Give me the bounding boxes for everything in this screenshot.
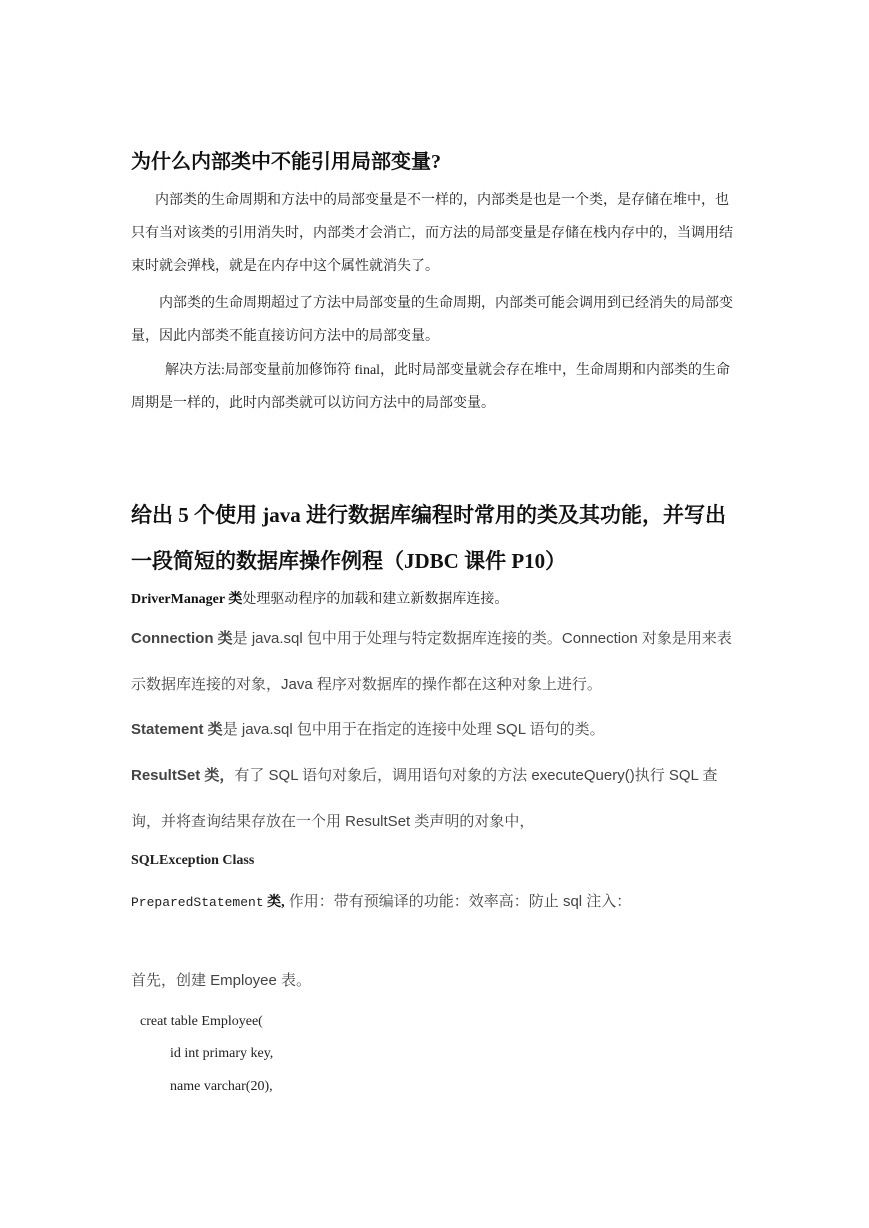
sqlexception-line: SQLException Class bbox=[131, 853, 255, 868]
driver-manager-line bbox=[131, 588, 741, 612]
statement-term: Statement 类 bbox=[131, 721, 223, 738]
statement-line bbox=[131, 707, 741, 753]
prepared-statement-suffix: 类, bbox=[263, 895, 285, 910]
section1-paragraph-2: 内部类的生命周期超过了方法中局部变量的生命周期，内部类可能会调用到已经消失的局部变量，因此内部类不能直接访问方法中的局部变量。 bbox=[131, 296, 733, 344]
section2-title: 给出 5 个使用 java 进行数据库编程时常用的类及其功能，并写出一段简短的数据库操作例程（JDBC 课件 P10） bbox=[131, 503, 726, 573]
code-line-3: name varchar(20), bbox=[170, 1079, 273, 1094]
connection-desc: 是 java.sql 包中用于处理与特定数据库连接的类。Connection 对象是用来表示数据库连接的对象，Java 程序对数据库的操作都在这种对象上进行。 bbox=[131, 630, 732, 693]
statement-desc: 是 java.sql 包中用于在指定的连接中处理 SQL 语句的类。 bbox=[222, 721, 605, 738]
driver-manager-term: DriverManager 类 bbox=[131, 592, 243, 607]
resultset-desc: 有了 SQL 语句对象后，调用语句对象的方法 executeQuery()执行 SQL 查询，并将查询结果存放在一个用 ResultSet 类声明的对象中， bbox=[131, 767, 718, 830]
resultset-term: ResultSet 类， bbox=[131, 767, 235, 784]
code-line-1: creat table Employee( bbox=[140, 1014, 263, 1029]
resultset-line bbox=[131, 753, 741, 845]
section1-title: 为什么内部类中不能引用局部变量? bbox=[131, 151, 441, 173]
code-line-2: id int primary key, bbox=[170, 1046, 274, 1061]
driver-manager-desc: 处理驱动程序的加载和建立新数据库连接。 bbox=[242, 592, 509, 607]
prepared-statement-desc: 作用：带有预编译的功能：效率高：防止 sql 注入： bbox=[284, 893, 632, 910]
connection-term: Connection 类 bbox=[131, 630, 233, 647]
intro-line: 首先，创建 Employee 表。 bbox=[131, 972, 312, 989]
section1-paragraph-1: 内部类的生命周期和方法中的局部变量是不一样的，内部类是也是一个类，是存储在堆中，也只有当对该类的引用消失时，内部类才会消亡，而方法的局部变量是存储在栈内存中的，当调用结束时就会弹栈，就是在内存中这个属性就消失了。 bbox=[131, 193, 733, 274]
prepared-statement-line bbox=[131, 888, 741, 917]
section1-paragraph-3: 解决方法:局部变量前加修饰符 final，此时局部变量就会存在堆中，生命周期和内部类的生命周期是一样的，此时内部类就可以访问方法中的局部变量。 bbox=[131, 363, 731, 411]
prepared-statement-term: PreparedStatement bbox=[131, 895, 264, 910]
connection-line bbox=[131, 616, 741, 708]
